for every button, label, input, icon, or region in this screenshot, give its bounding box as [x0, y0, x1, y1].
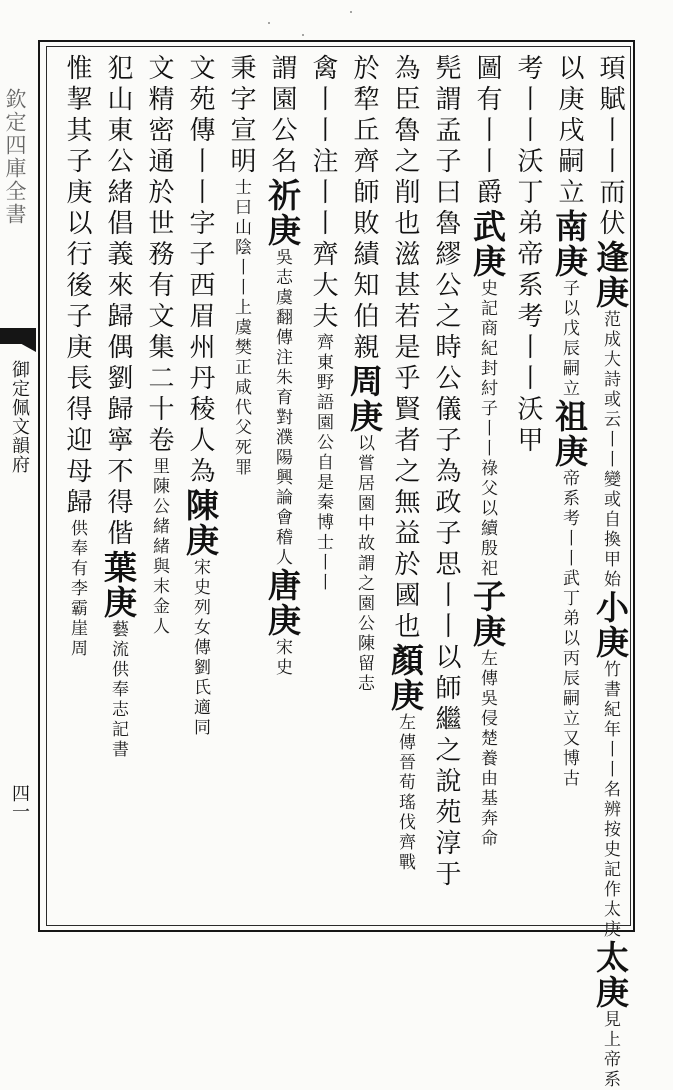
headword: 祖庚	[550, 399, 589, 469]
annotation-text: 史記商紀封紂子丨丨祿父以續殷祀	[477, 279, 497, 579]
annotation-text: 竹書紀年丨丨名辨按史記作太庚	[600, 660, 620, 940]
headword: 顏庚	[386, 643, 425, 713]
text-column	[223, 54, 259, 922]
text-column	[510, 54, 546, 922]
body-text: 髡謂孟子曰魯繆公之時公儀子為政子思丨丨以師繼之說苑淳于	[431, 54, 461, 891]
text-column	[141, 54, 177, 922]
headword: 葉庚	[99, 550, 138, 620]
body-text: 禽丨丨注丨丨齊大夫	[308, 54, 338, 333]
annotation-text: 齊東野語園公自是秦博士丨丨	[313, 333, 333, 593]
text-column	[428, 54, 464, 922]
scan-speck	[350, 11, 352, 13]
headword: 小庚	[591, 590, 630, 660]
fish-tail-notch	[0, 344, 36, 352]
scan-speck	[268, 22, 270, 24]
text-column	[305, 54, 341, 922]
headword: 子庚	[468, 579, 507, 649]
headword: 周庚	[345, 364, 384, 434]
annotation-text: 供奉有李霸崖周	[67, 519, 87, 659]
margin-series-title: 欽定四庫全書	[3, 88, 27, 226]
annotation-text: 宋史	[272, 638, 292, 678]
annotation-text: 帝系考丨丨武丁弟以丙辰嗣立又博古	[559, 469, 579, 789]
text-column	[551, 54, 587, 922]
body-text: 為臣魯之削也滋甚若是乎賢者之無益於國也	[390, 54, 420, 643]
margin-book-title: 御定佩文韻府	[9, 360, 30, 474]
body-text: 考丨丨沃丁弟帝系考丨丨沃甲	[513, 54, 543, 457]
headword: 唐庚	[263, 568, 302, 638]
body-text: 文苑傳丨丨字子西眉州丹稜人為	[185, 54, 215, 488]
text-column	[387, 54, 423, 922]
body-text: 文精密通於世務有文集二十卷	[144, 54, 174, 457]
body-text: 頊賦丨丨而伏	[595, 54, 625, 240]
body-text: 謂園公名	[267, 54, 297, 178]
body-text: 惟挈其子庚以行後子庚長得迎母歸	[62, 54, 92, 519]
annotation-text: 藝流供奉志記書	[108, 620, 128, 760]
text-column	[264, 54, 300, 922]
body-text: 以庚戌嗣立	[554, 54, 584, 209]
margin-page-number: 四一	[9, 784, 30, 820]
annotation-text: 見上帝系	[600, 1010, 620, 1090]
annotation-text: 吳志虞翻傳注朱育對濮陽興論會稽人	[272, 248, 292, 568]
body-text: 於犂丘齊師敗績知伯親	[349, 54, 379, 364]
annotation-text: 子以戊辰嗣立	[559, 279, 579, 399]
annotation-text: 左傳吳侵楚養由基奔命	[477, 649, 497, 849]
headword: 武庚	[468, 209, 507, 279]
body-text: 秉字宣明	[226, 54, 256, 178]
annotation-text: 范成大詩或云丨丨變或自換甲始	[600, 310, 620, 590]
text-column	[346, 54, 382, 922]
fish-tail-mark	[0, 328, 36, 344]
dictionary-text-block	[50, 48, 632, 1090]
annotation-text: 里陳公緒緒與末金人	[149, 457, 169, 637]
body-text: 犯山東公緒倡義來歸偶劉歸寧不得偕	[103, 54, 133, 550]
text-column	[59, 54, 95, 922]
annotation-text: 左傳晉荀瑤伐齊戰	[395, 713, 415, 873]
annotation-text: 宋史列女傳劉氏適同	[190, 558, 210, 738]
text-column	[591, 54, 630, 1090]
headword: 陳庚	[181, 488, 220, 558]
page-margin-strip	[0, 40, 38, 932]
text-column	[182, 54, 218, 922]
scan-speck	[302, 34, 304, 36]
headword: 逢庚	[591, 240, 630, 310]
text-column	[469, 54, 505, 922]
body-text: 圖有丨丨爵	[472, 54, 502, 209]
headword: 祈庚	[263, 178, 302, 248]
text-column	[100, 54, 136, 922]
annotation-text: 士曰山陰丨丨上虞樊正咸代父死罪	[231, 178, 251, 478]
headword: 太庚	[591, 940, 630, 1010]
annotation-text: 以嘗居園中故謂之園公陳留志	[354, 434, 374, 694]
headword: 南庚	[550, 209, 589, 279]
